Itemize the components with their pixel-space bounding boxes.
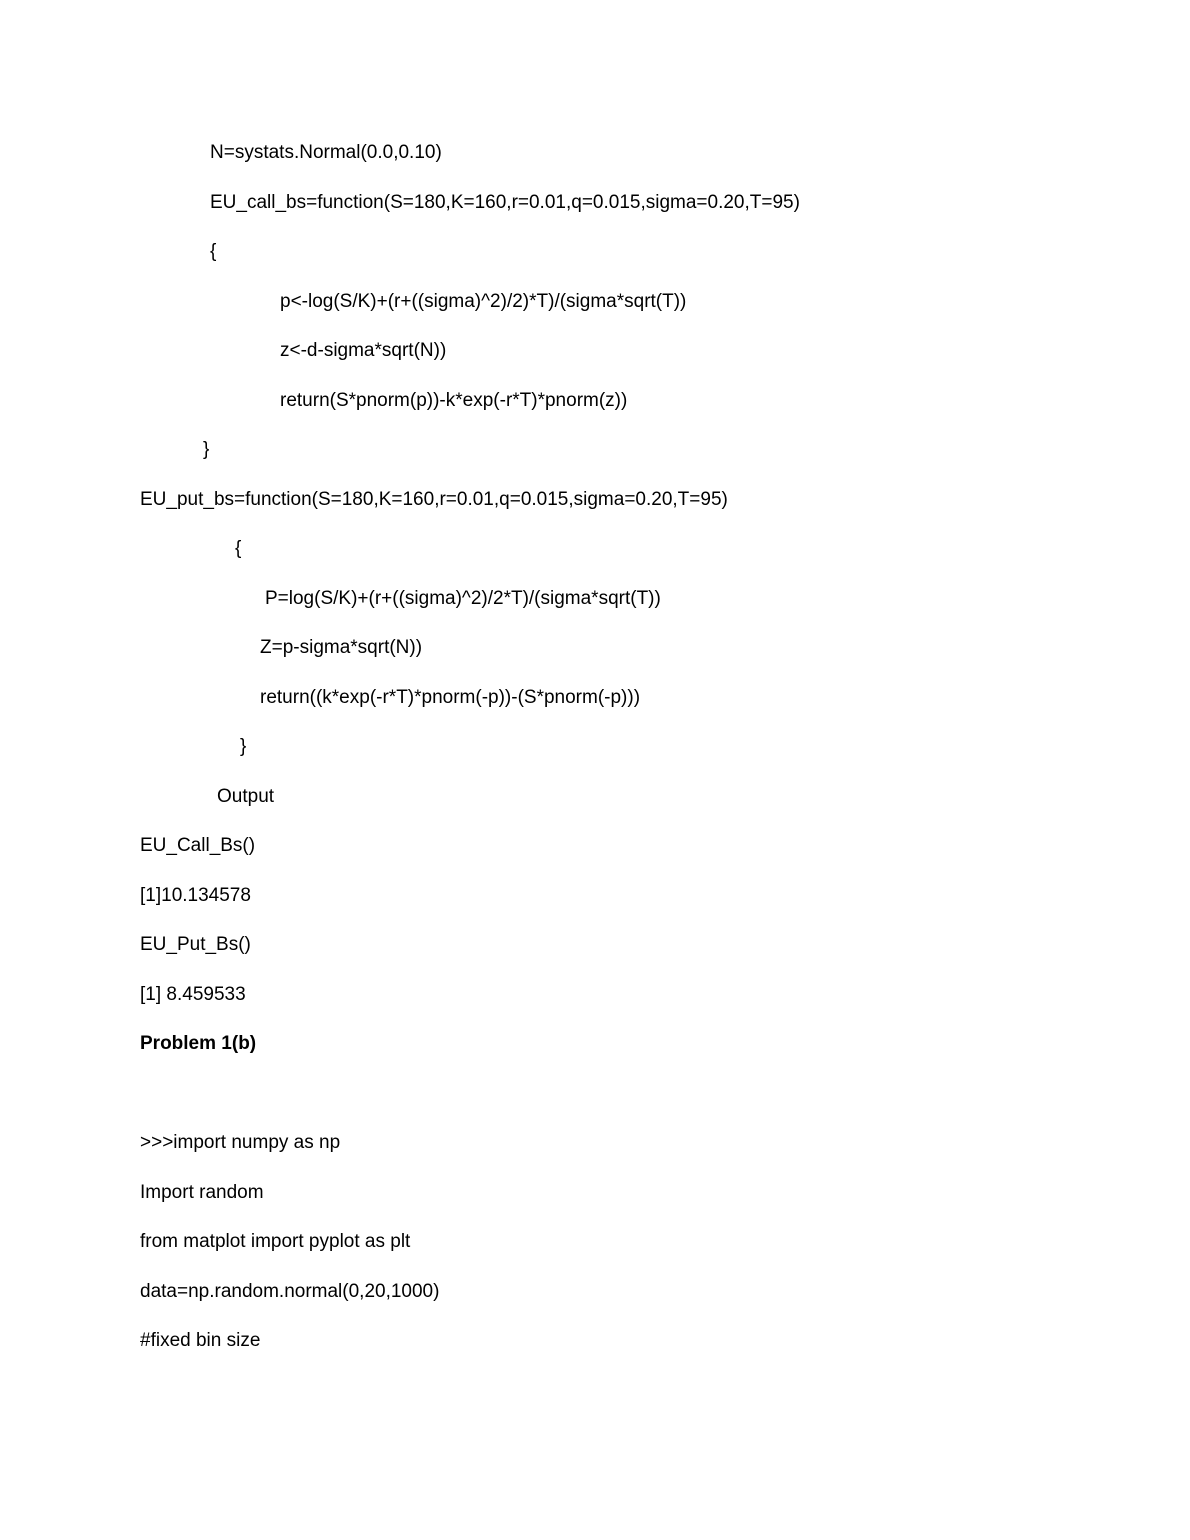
code-line-open-brace: { — [210, 241, 217, 262]
output-heading: Output — [217, 786, 275, 807]
code-line-close-brace: } — [203, 439, 210, 460]
code-line-p-assign: P=log(S/K)+(r+((sigma)^2)/2*T)/(sigma*sqrt(T)) — [265, 588, 661, 609]
code-line-p-assign: p<-log(S/K)+(r+((sigma)^2)/2)*T)/(sigma*sqrt(T)) — [280, 291, 687, 312]
section-heading: Problem 1(b) — [140, 1033, 257, 1054]
code-line-put-return: return((k*exp(-r*T)*pnorm(-p))-(S*pnorm(-p))) — [260, 687, 641, 708]
code-line-import-pyplot: from matplot import pyplot as plt — [140, 1231, 411, 1252]
output-call-invocation: EU_Call_Bs() — [140, 835, 256, 856]
code-line-put-def: EU_put_bs=function(S=180,K=160,r=0.01,q=0.015,sigma=0.20,T=95) — [140, 489, 728, 510]
code-line-import-random: Import random — [140, 1182, 264, 1203]
code-line-z-assign: Z=p-sigma*sqrt(N)) — [260, 637, 423, 658]
output-put-invocation: EU_Put_Bs() — [140, 934, 251, 955]
code-line-call-def: EU_call_bs=function(S=180,K=160,r=0.01,q=0.015,sigma=0.20,T=95) — [210, 192, 800, 213]
code-line-data-assign: data=np.random.normal(0,20,1000) — [140, 1281, 440, 1302]
code-line-close-brace: } — [240, 736, 247, 757]
code-line-import-numpy: >>>import numpy as np — [140, 1132, 341, 1153]
code-line-call-return: return(S*pnorm(p))-k*exp(-r*T)*pnorm(z)) — [280, 390, 628, 411]
code-line-z-assign: z<-d-sigma*sqrt(N)) — [280, 340, 447, 361]
code-line-normal: N=systats.Normal(0.0,0.10) — [210, 142, 442, 163]
code-line-comment: #fixed bin size — [140, 1330, 261, 1351]
code-line-open-brace: { — [235, 538, 242, 559]
output-call-result: [1]10.134578 — [140, 885, 251, 906]
output-put-result: [1] 8.459533 — [140, 984, 246, 1005]
